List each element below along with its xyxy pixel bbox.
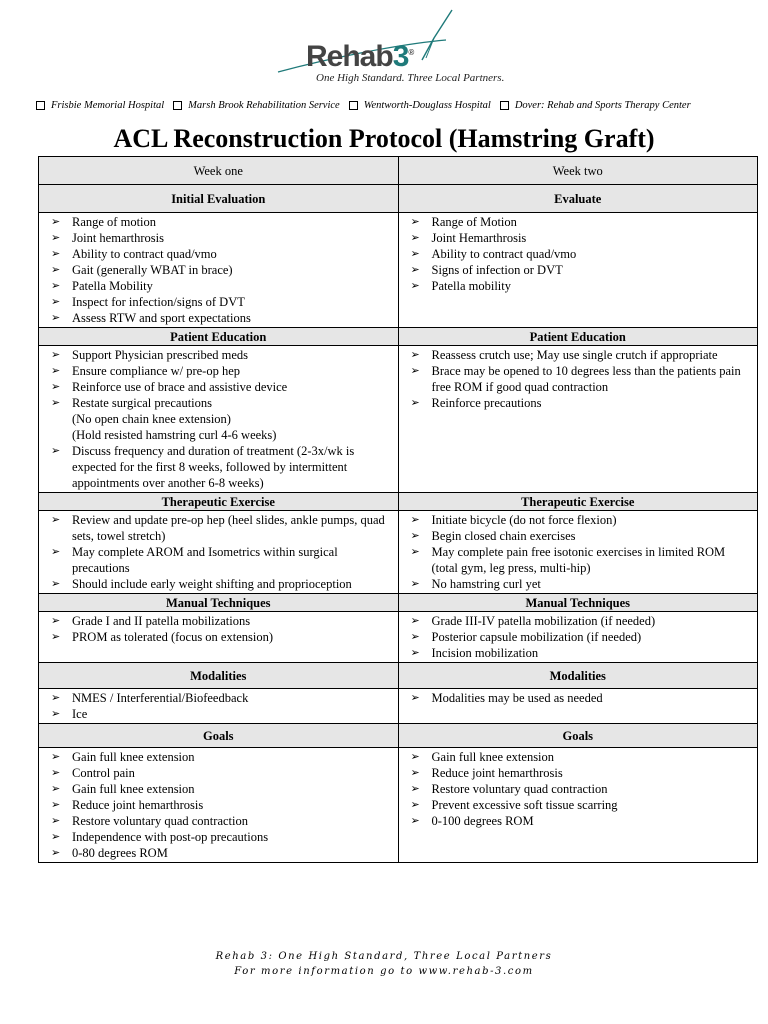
location-marsh-brook: Marsh Brook Rehabilitation Service (173, 100, 340, 111)
bullet-list (399, 748, 758, 830)
section-header: Therapeutic Exercise (39, 493, 399, 511)
section-content-row (39, 511, 758, 594)
section-header: Manual Techniques (39, 594, 399, 612)
list-item: ➢ Should include early weight shifting and proprioception (72, 576, 394, 592)
week-two-header: Week two (398, 157, 758, 185)
list-item: ➢ Discuss frequency and duration of treatment (2-3x/wk is expected for the first 8 weeks, followed by intermittent appointments over another 6-8 weeks) (72, 443, 394, 491)
list-item: ➢ Ensure compliance w/ pre-op hep (72, 363, 394, 379)
bullet-list (39, 689, 398, 723)
list-item: ➢ Grade III-IV patella mobilization (if needed) (432, 613, 754, 629)
week-header-row (39, 157, 758, 185)
list-item: ➢ Reduce joint hemarthrosis (432, 765, 754, 781)
bullet-list (39, 511, 398, 593)
list-item: ➢ NMES / Interferential/Biofeedback (72, 690, 394, 706)
week-one-cell (39, 612, 399, 663)
logo-tagline: One High Standard. Three Local Partners. (316, 72, 505, 84)
week-two-cell (398, 689, 758, 724)
list-item: ➢ Restate surgical precautions (72, 395, 394, 411)
list-item: ➢ Prevent excessive soft tissue scarring (432, 797, 754, 813)
list-item: ➢ Restore voluntary quad contraction (432, 781, 754, 797)
list-item: ➢ Gait (generally WBAT in brace) (72, 262, 394, 278)
section-header: Modalities (39, 663, 399, 689)
list-item: ➢ Patella Mobility (72, 278, 394, 294)
bullet-list (39, 213, 398, 327)
section-content-row (39, 213, 758, 328)
week-two-cell (398, 612, 758, 663)
list-item: (Hold resisted hamstring curl 4-6 weeks) (72, 428, 277, 442)
bullet-list (399, 346, 758, 412)
section-content-row (39, 689, 758, 724)
section-header-row (39, 185, 758, 213)
protocol-table (38, 156, 758, 863)
list-item: ➢ PROM as tolerated (focus on extension) (72, 629, 394, 645)
bullet-list (399, 689, 758, 707)
footer-website: For more information go to www.rehab-3.com (234, 966, 534, 977)
bullet-list (399, 511, 758, 593)
bullet-list (39, 346, 398, 492)
list-item: ➢ Brace may be opened to 10 degrees less than the patients pain free ROM if good quad contraction (432, 363, 754, 395)
list-item: ➢ No hamstring curl yet (432, 576, 754, 592)
checkbox-icon[interactable] (173, 101, 182, 110)
week-two-cell (398, 346, 758, 493)
section-header: Initial Evaluation (39, 185, 399, 213)
list-item: ➢ Gain full knee extension (72, 781, 394, 797)
location-frisbie: Frisbie Memorial Hospital (36, 100, 164, 111)
list-item: ➢ Range of Motion (432, 214, 754, 230)
list-item: ➢ Control pain (72, 765, 394, 781)
section-header: Modalities (398, 663, 758, 689)
section-header: Therapeutic Exercise (398, 493, 758, 511)
bullet-list (399, 213, 758, 295)
list-item: ➢ Joint Hemarthrosis (432, 230, 754, 246)
week-two-cell (398, 511, 758, 594)
list-item: ➢ 0-80 degrees ROM (72, 845, 394, 861)
bullet-list (399, 612, 758, 662)
section-header-row (39, 724, 758, 748)
list-item: ➢ Ability to contract quad/vmo (72, 246, 394, 262)
section-content-row (39, 748, 758, 863)
list-item: ➢ Signs of infection or DVT (432, 262, 754, 278)
section-header: Goals (39, 724, 399, 748)
section-header-row (39, 594, 758, 612)
week-two-cell (398, 748, 758, 863)
checkbox-icon[interactable] (500, 101, 509, 110)
location-dover: Dover: Rehab and Sports Therapy Center (500, 100, 691, 111)
list-item: ➢ Range of motion (72, 214, 394, 230)
section-header: Patient Education (39, 328, 399, 346)
section-header: Patient Education (398, 328, 758, 346)
list-item: ➢ Restore voluntary quad contraction (72, 813, 394, 829)
logo-wordmark: Rehab3® (306, 40, 414, 73)
week-one-cell (39, 689, 399, 724)
list-item: ➢ Initiate bicycle (do not force flexion) (432, 512, 754, 528)
list-item: (No open chain knee extension) (72, 412, 231, 426)
checkbox-icon[interactable] (349, 101, 358, 110)
week-one-cell (39, 511, 399, 594)
section-content-row (39, 612, 758, 663)
list-item: ➢ Reduce joint hemarthrosis (72, 797, 394, 813)
bullet-list (39, 612, 398, 646)
locations-row (36, 97, 756, 113)
list-item: ➢ Incision mobilization (432, 645, 754, 661)
section-header-row (39, 663, 758, 689)
page-footer (0, 949, 768, 979)
list-item: ➢ Review and update pre-op hep (heel slides, ankle pumps, quad sets, towel stretch) (72, 512, 394, 544)
week-one-cell (39, 748, 399, 863)
list-item: ➢ Posterior capsule mobilization (if needed) (432, 629, 754, 645)
footer-tagline: Rehab 3: One High Standard, Three Local Partners (215, 951, 553, 962)
week-one-cell (39, 346, 399, 493)
list-item: ➢ Ice (72, 706, 394, 722)
list-item: ➢ Patella mobility (432, 278, 754, 294)
section-header-row (39, 493, 758, 511)
list-item: ➢ Independence with post-op precautions (72, 829, 394, 845)
page-title: ACL Reconstruction Protocol (Hamstring Graft) (113, 124, 655, 153)
list-item: ➢ Reinforce use of brace and assistive device (72, 379, 394, 395)
section-header: Manual Techniques (398, 594, 758, 612)
section-header: Goals (398, 724, 758, 748)
list-item: ➢ 0-100 degrees ROM (432, 813, 754, 829)
list-item: ➢ Ability to contract quad/vmo (432, 246, 754, 262)
list-item: ➢ May complete pain free isotonic exercises in limited ROM (total gym, leg press, multi-hip) (432, 544, 754, 576)
list-item: ➢ Assess RTW and sport expectations (72, 310, 394, 326)
section-header-row (39, 328, 758, 346)
list-item: ➢ Begin closed chain exercises (432, 528, 754, 544)
checkbox-icon[interactable] (36, 101, 45, 110)
section-content-row (39, 346, 758, 493)
list-item: ➢ Gain full knee extension (72, 749, 394, 765)
list-item: ➢ Grade I and II patella mobilizations (72, 613, 394, 629)
week-one-cell (39, 213, 399, 328)
week-one-header: Week one (39, 157, 399, 185)
list-item: ➢ Reinforce precautions (432, 395, 754, 411)
location-wentworth: Wentworth-Douglass Hospital (349, 100, 491, 111)
rehab3-logo (0, 0, 768, 92)
list-item: ➢ Joint hemarthrosis (72, 230, 394, 246)
list-item: ➢ Inspect for infection/signs of DVT (72, 294, 394, 310)
list-item: ➢ Reassess crutch use; May use single crutch if appropriate (432, 347, 754, 363)
section-header: Evaluate (398, 185, 758, 213)
week-two-cell (398, 213, 758, 328)
list-item: ➢ Gain full knee extension (432, 749, 754, 765)
bullet-list (39, 748, 398, 862)
list-item: ➢ May complete AROM and Isometrics within surgical precautions (72, 544, 394, 576)
list-item: ➢ Modalities may be used as needed (432, 690, 754, 706)
list-item: ➢ Support Physician prescribed meds (72, 347, 394, 363)
